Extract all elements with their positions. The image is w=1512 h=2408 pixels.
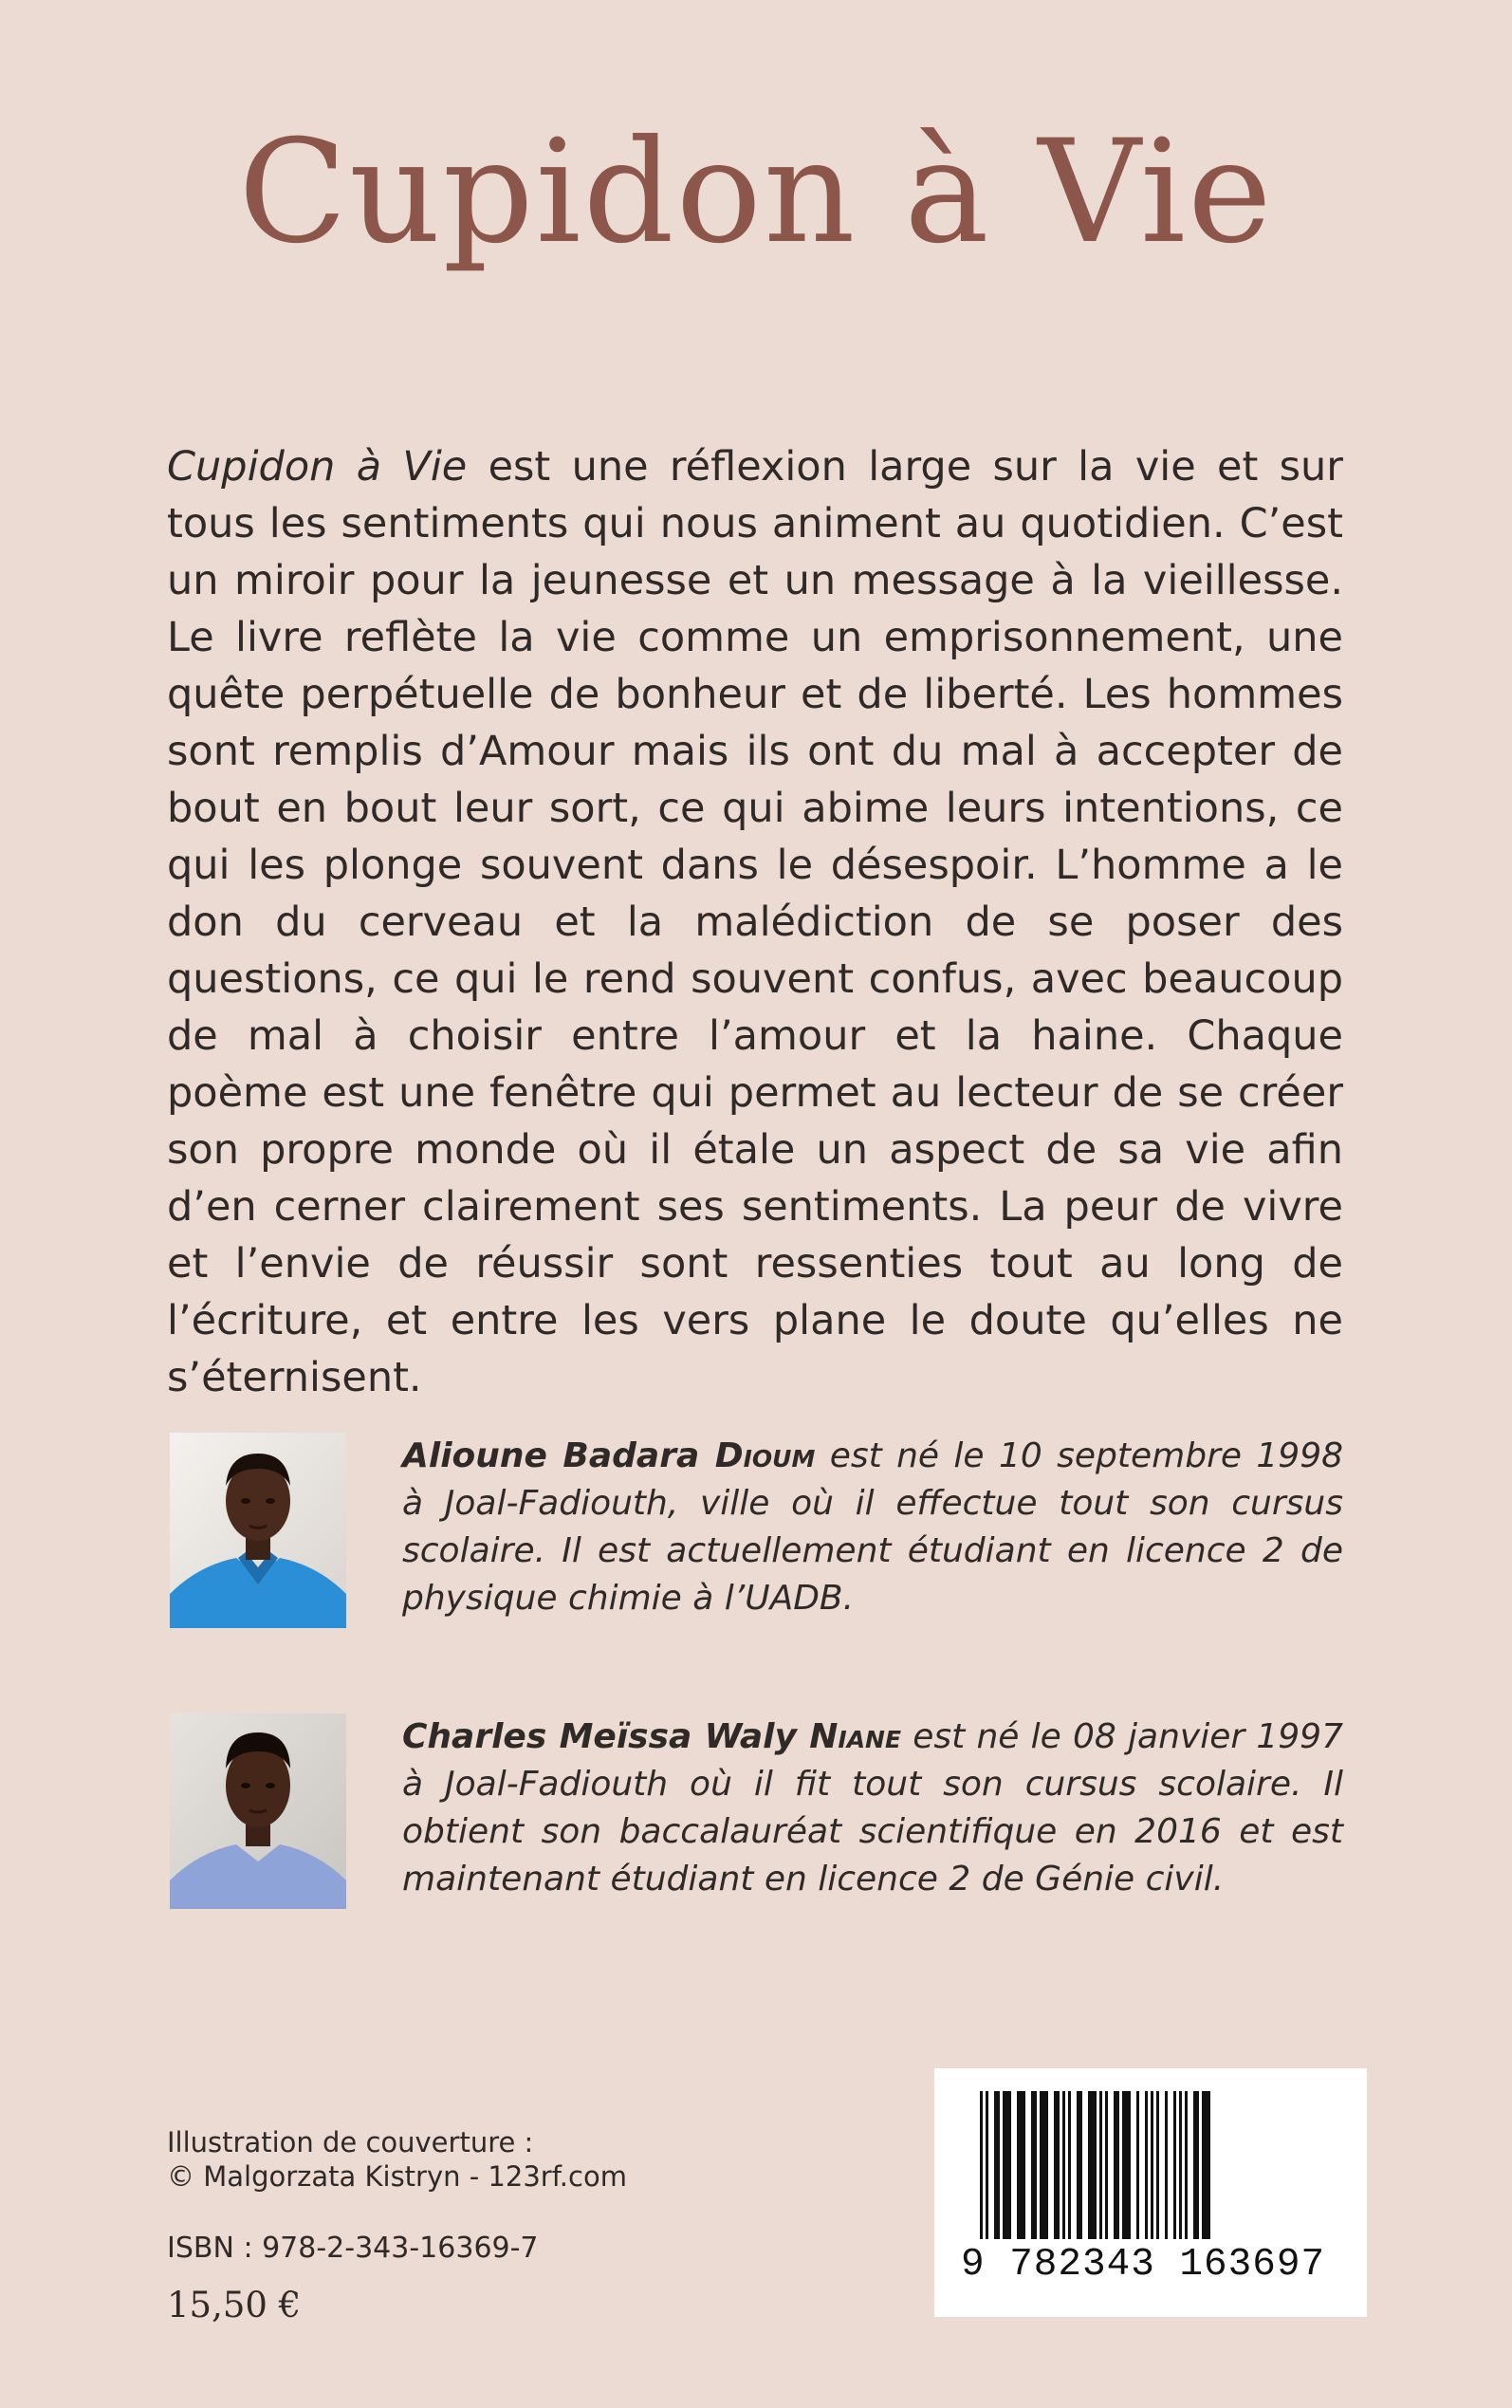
barcode-bar (1031, 2091, 1037, 2239)
barcode-bar (1099, 2091, 1102, 2239)
credits-line-2: © Malgorzata Kistryn - 123rf.com (167, 2160, 627, 2193)
barcode-bar (986, 2091, 988, 2239)
author-photo-1 (170, 1433, 346, 1628)
barcode-digits: 9 782343 163697 (961, 2243, 1326, 2287)
author-name-1 (402, 1436, 815, 1475)
book-title: Cupidon à Vie (238, 110, 1274, 275)
barcode-bar (1077, 2091, 1082, 2239)
author-bio-text-1: est né le 10 septembre 1998 à Joal-Fadiouth, ville où il effectue tout son cursus scolaire. Il est actuellement étudiant en licence 2 de physique chimie à l’UADB. (402, 1436, 1343, 1618)
author-bio-2 (402, 1713, 1343, 1903)
summary-title-italic: Cupidon à Vie (167, 443, 468, 491)
barcode-bar (1185, 2091, 1188, 2239)
barcode-bar (980, 2091, 983, 2239)
barcode-bar (1193, 2091, 1199, 2239)
barcode-bar (1136, 2091, 1139, 2239)
barcode-bar (1068, 2091, 1071, 2239)
barcode (934, 2068, 1367, 2317)
barcode-bar (1202, 2091, 1210, 2239)
barcode-bar (1088, 2091, 1097, 2239)
barcode-bar (1151, 2091, 1153, 2239)
barcode-bar (1165, 2091, 1168, 2239)
author-surname-1: Dioum (714, 1436, 816, 1475)
author-first-names-2: Charles Meïssa Waly (402, 1717, 797, 1756)
summary-text: est une réflexion large sur la vie et sur tous les sentiments qui nous animent au quotidien. C’est un miroir pour la jeunesse et un message à la vieillesse. Le livre reflète la vie comme un emprisonnement, une quête perpétuelle de bonheur et de liberté. Les hommes sont remplis d’Amour mais ils ont du mal à accepter de bout en bout leur sort, ce qui abime leurs intentions, ce qui les plonge souvent dans le désespoir. L’homme a le don du cerveau et la malédiction de se poser des questions, ce qui le rend souvent confus, avec beaucoup de mal à choisir entre l’amour et la haine. Chaque poème est une fenêtre qui permet au lecteur de se créer son propre monde où il étale un aspect de sa vie afin d’en cerner clairement ses sentiments. La peur de vivre et l’envie de réussir sont ressenties tout au long de l’écriture, et entre les vers plane le doute qu’elles ne s’éternisent. (167, 443, 1343, 1401)
barcode-bar (1054, 2091, 1060, 2239)
barcode-bars (934, 2068, 1367, 2249)
barcode-bar (1017, 2091, 1025, 2239)
author-bio-1 (402, 1433, 1343, 1622)
barcode-bar (1105, 2091, 1108, 2239)
barcode-bar (1062, 2091, 1065, 2239)
credits-line-1: Illustration de couverture : (167, 2126, 534, 2158)
author-photo-2 (170, 1713, 346, 1909)
author-first-names-1: Alioune Badara (402, 1436, 700, 1475)
barcode-bar (1003, 2091, 1011, 2239)
barcode-bar (994, 2091, 1000, 2239)
barcode-bar (1179, 2091, 1182, 2239)
author-surname-2: Niane (809, 1717, 902, 1756)
barcode-bar (1156, 2091, 1159, 2239)
barcode-bar (1173, 2091, 1176, 2239)
book-summary (167, 438, 1343, 1406)
price-text: 15,50 € (167, 2285, 302, 2325)
author-name-2 (402, 1717, 901, 1756)
cover-credits (167, 2125, 627, 2194)
barcode-bar (1145, 2091, 1148, 2239)
barcode-bar (1122, 2091, 1131, 2239)
barcode-bar (1040, 2091, 1048, 2239)
barcode-bar (1114, 2091, 1119, 2239)
author-bio-text-2: est né le 08 janvier 1997 à Joal-Fadiouth où il fit tout son cursus scolaire. Il obtient son baccalauréat scientifique en 2016 et est maintenant étudiant en licence 2 de Génie civil. (402, 1717, 1343, 1899)
isbn-text: ISBN : 978-2-343-16369-7 (167, 2232, 539, 2265)
